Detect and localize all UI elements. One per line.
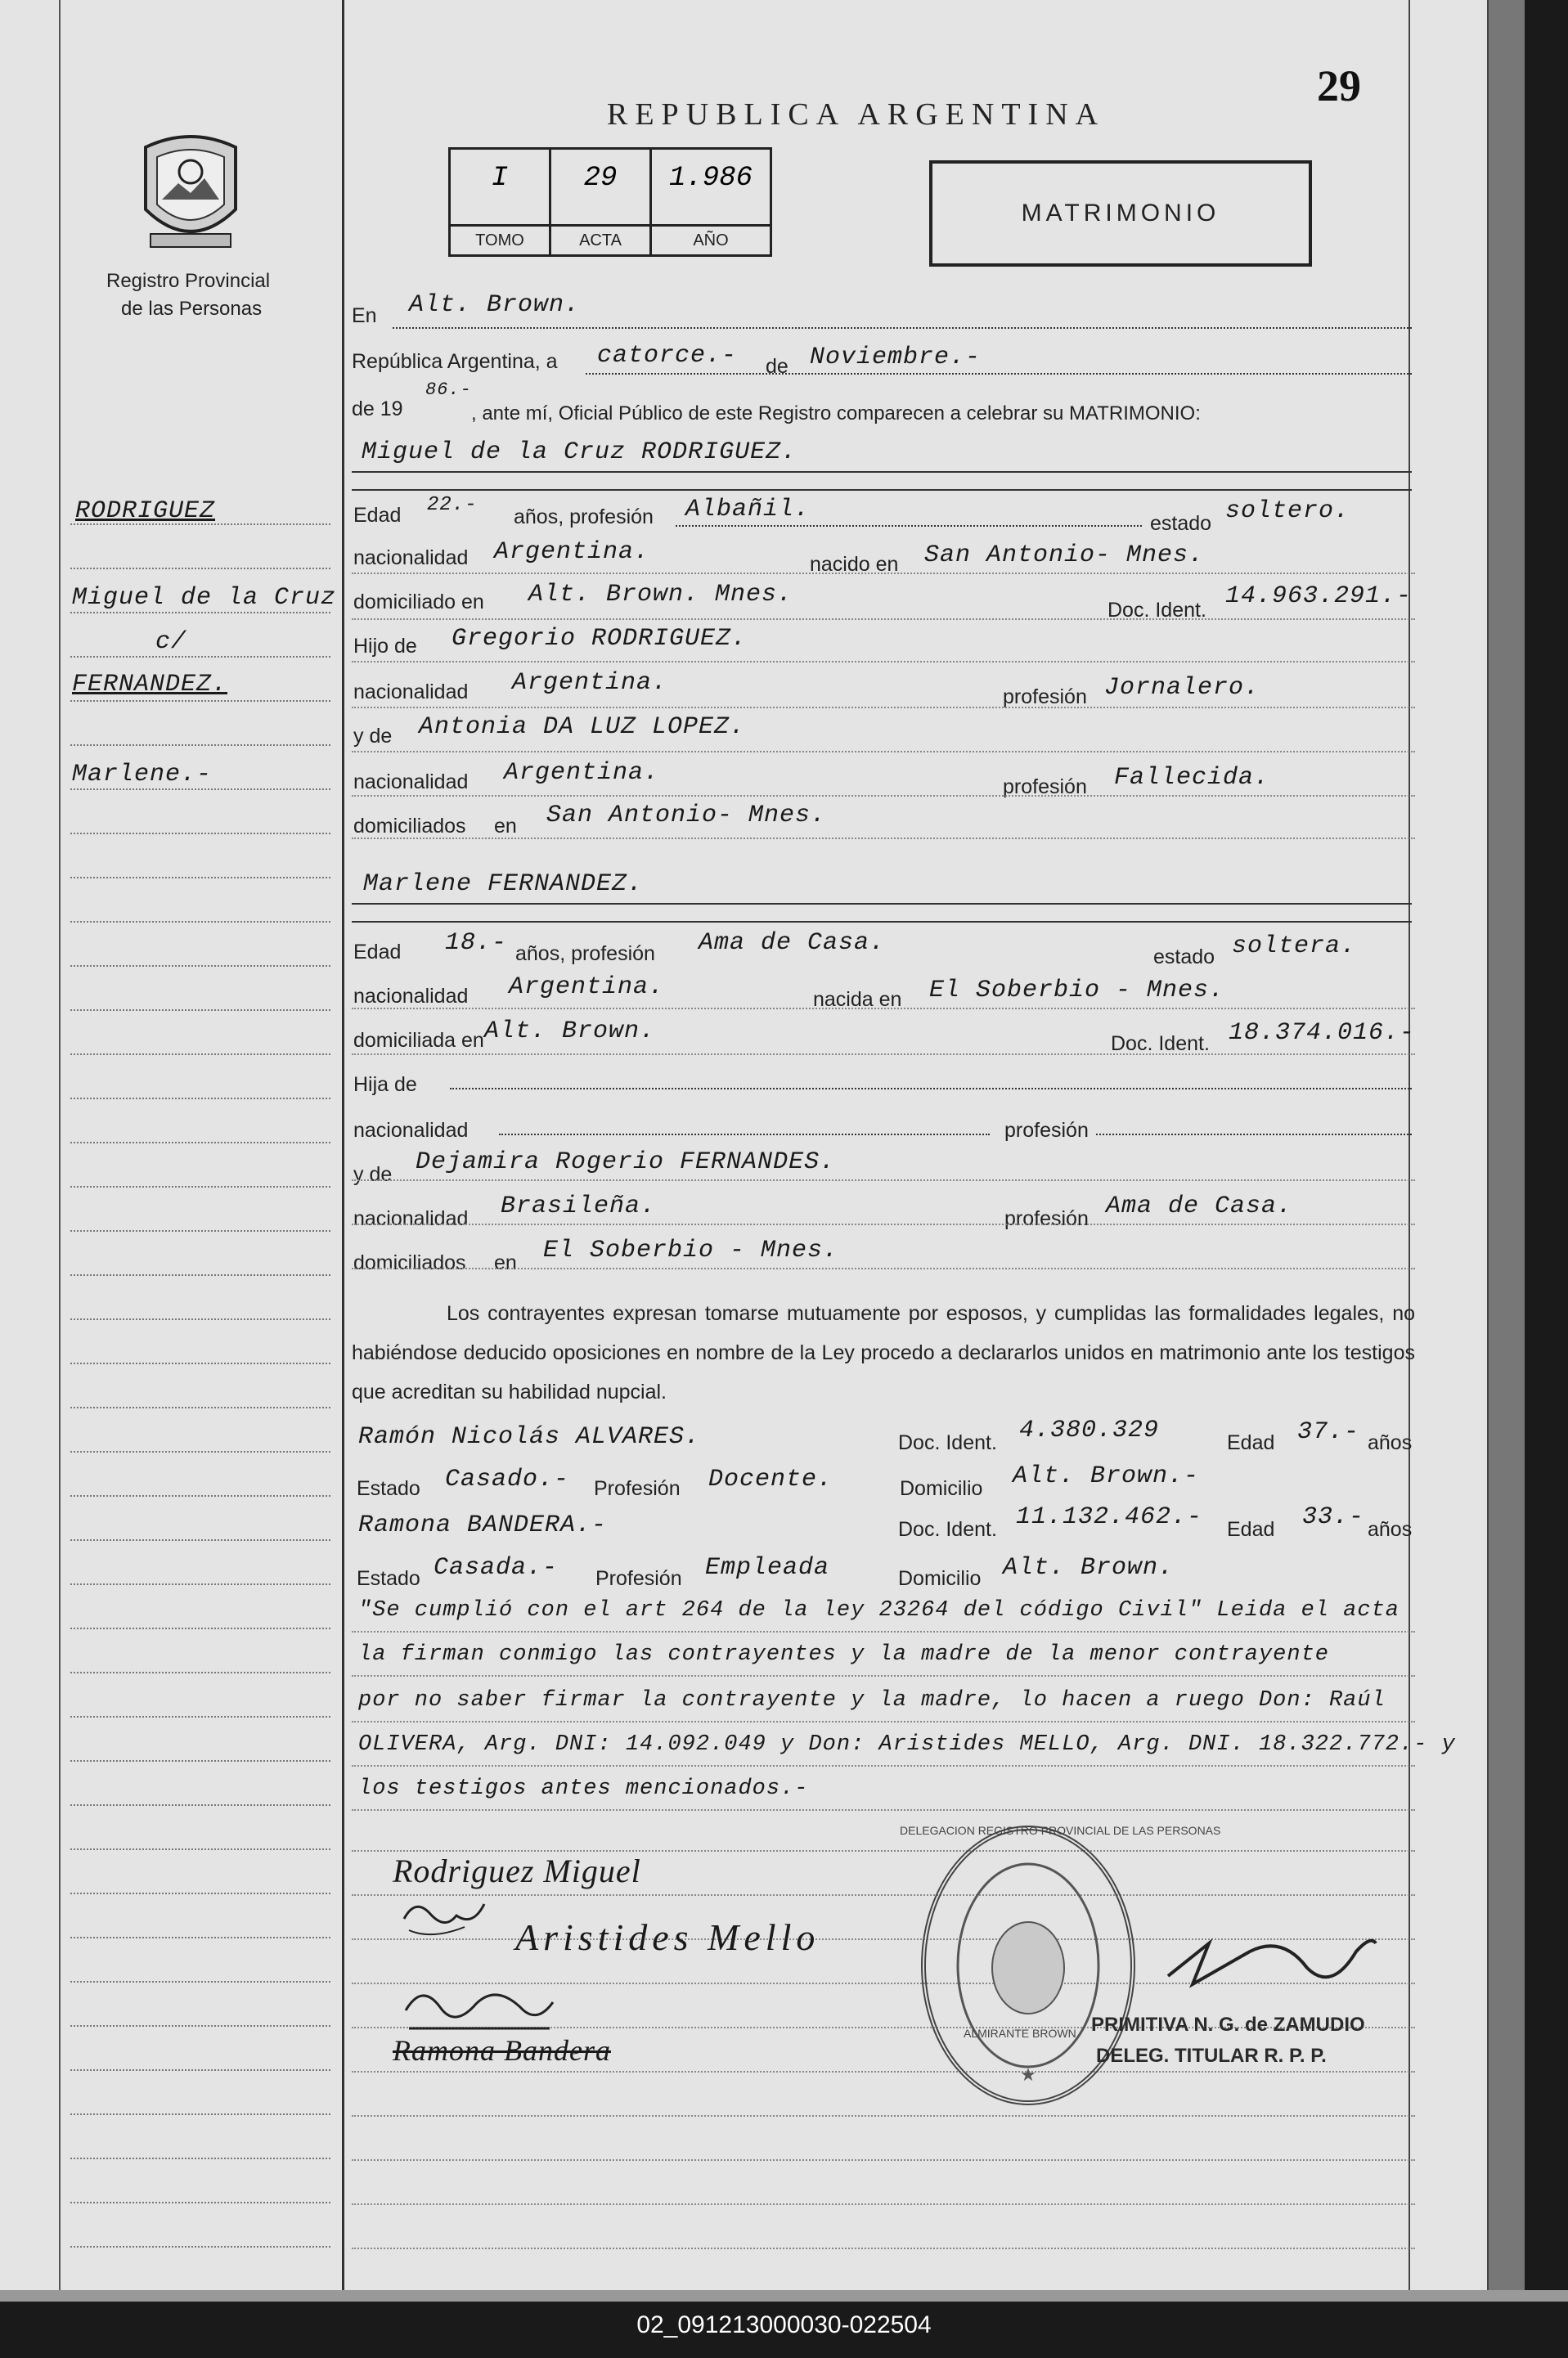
ruled-line — [352, 1721, 1415, 1722]
margin-ruled-line — [70, 700, 330, 702]
registry-name-line1: Registro Provincial — [106, 270, 271, 292]
label-republica: República Argentina, a — [352, 350, 558, 373]
bride-parents-label-en: en — [494, 1251, 517, 1274]
bride-mother-label-y-de: y de — [353, 1163, 393, 1186]
groom-label-domiciliado: domiciliado en — [353, 591, 484, 613]
margin-ruled-line — [70, 1716, 330, 1718]
bride-father-label-profesion: profesión — [1004, 1119, 1089, 1142]
margin-given-name-2: Marlene.- — [72, 761, 213, 788]
witness2-label-domicilio: Domicilio — [898, 1567, 982, 1590]
margin-ruled-line — [70, 2202, 330, 2203]
seal-text: DELEGACION REGISTRO PROVINCIAL DE LAS PERSONAS — [900, 1824, 1221, 1837]
ruled-line — [352, 1053, 1415, 1055]
signature-groom: Rodriguez Miguel — [393, 1853, 641, 1889]
margin-ruled-line — [70, 656, 330, 658]
ruled-line — [352, 1809, 1415, 1811]
bride-profession: Ama de Casa. — [699, 929, 886, 957]
label-de: de — [766, 355, 788, 378]
note-line-5: los testigos antes mencionados.- — [358, 1776, 809, 1801]
witness1-age: 37.- — [1297, 1418, 1360, 1446]
margin-ruled-line — [70, 2069, 330, 2071]
margin-ruled-line — [70, 744, 330, 746]
tomo-cell — [451, 150, 551, 254]
ruled-line — [352, 573, 1415, 574]
bride-full-name: Marlene FERNANDEZ. — [363, 870, 644, 898]
groom-parents-label-en: en — [494, 815, 517, 838]
ruled-line — [352, 2115, 1415, 2117]
groom-profession: Albañil. — [685, 496, 811, 523]
signature-mello: Aristides Mello — [515, 1916, 820, 1958]
signature-bride-scribble-icon — [399, 1894, 489, 1943]
margin-ruled-line — [70, 1363, 330, 1364]
groom-nationality: Argentina. — [494, 538, 650, 566]
ano-value: 1.986 — [668, 163, 753, 194]
margin-ruled-line — [70, 1848, 330, 1850]
bride-mother-label-profesion: profesión — [1004, 1207, 1089, 1230]
margin-ruled-line — [70, 1230, 330, 1232]
margin-connector: c/ — [155, 628, 187, 656]
bride-label-doc: Doc. Ident. — [1111, 1032, 1210, 1055]
folio-number: 29 — [1317, 61, 1361, 110]
tomo-label: TOMO — [451, 224, 549, 254]
ruled-line — [352, 1008, 1415, 1009]
bride-status: soltera. — [1232, 932, 1357, 960]
bride-age: 18.- — [445, 929, 508, 957]
label-de-19: de 19 — [352, 397, 403, 420]
mother-profession: Fallecida. — [1114, 764, 1270, 792]
groom-label-nacido: nacido en — [810, 553, 899, 576]
marriage-month: Noviembre.- — [810, 344, 982, 371]
margin-ruled-line — [70, 1628, 330, 1629]
margin-ruled-line — [70, 1407, 330, 1408]
groom-age: 22.- — [427, 494, 478, 516]
witness1-name: Ramón Nicolás ALVARES. — [358, 1423, 701, 1451]
bride-label-estado: estado — [1153, 945, 1215, 968]
label-en: En — [352, 304, 377, 327]
seal-inner-text: ALMIRANTE BROWN — [964, 2027, 1076, 2040]
acta-label: ACTA — [551, 224, 649, 254]
witness1-label-doc: Doc. Ident. — [898, 1431, 997, 1454]
margin-ruled-line — [70, 1495, 330, 1497]
witness1-label-edad: Edad — [1227, 1431, 1275, 1454]
page-edge — [0, 2290, 1568, 2302]
groom-label-edad: Edad — [353, 504, 402, 527]
margin-ruled-line — [70, 1760, 330, 1762]
official-name: PRIMITIVA N. G. de ZAMUDIO — [1091, 2014, 1365, 2036]
margin-ruled-line — [70, 1318, 330, 1320]
ruled-line — [352, 661, 1415, 662]
father-label-nacionalidad: nacionalidad — [353, 680, 469, 703]
bride-domicile: Alt. Brown. — [484, 1017, 656, 1045]
tomo-value: I — [491, 163, 509, 194]
margin-ruled-line — [70, 833, 330, 834]
ruled-line — [352, 838, 1415, 839]
margin-ruled-line — [70, 1186, 330, 1188]
ruled-line — [352, 1631, 1415, 1633]
ruled-line — [352, 618, 1415, 620]
note-line-2: la firman conmigo las contrayentes y la madre de la menor contrayente — [358, 1642, 1329, 1667]
ano-cell — [652, 150, 770, 254]
bride-parents-domicile: El Soberbio - Mnes. — [543, 1237, 839, 1264]
ruled-line — [352, 1765, 1415, 1767]
margin-ruled-line — [70, 2113, 330, 2115]
margin-ruled-line — [70, 2246, 330, 2248]
bride-father-label-nacionalidad: nacionalidad — [353, 1119, 469, 1142]
margin-ruled-line — [70, 1583, 330, 1585]
father-profession: Jornalero. — [1104, 674, 1260, 702]
groom-label-hijo: Hijo de — [353, 635, 417, 658]
margin-ruled-line — [70, 1672, 330, 1673]
bride-label-profesion: años, profesión — [515, 942, 655, 965]
ruled-line — [352, 1675, 1415, 1677]
margin-ruled-line — [70, 921, 330, 923]
margin-ruled-line — [70, 1539, 330, 1541]
groom-status: soltero. — [1225, 497, 1350, 525]
bride-mother-profession: Ama de Casa. — [1106, 1192, 1293, 1220]
groom-label-doc: Doc. Ident. — [1107, 599, 1206, 622]
margin-rule-left — [59, 0, 61, 2290]
mother-label-profesion: profesión — [1003, 775, 1087, 798]
groom-mother: Antonia DA LUZ LOPEZ. — [419, 713, 746, 741]
marriage-day: catorce.- — [597, 342, 738, 370]
groom-parents-label-domiciliados: domiciliados — [353, 815, 466, 838]
groom-label-estado: estado — [1150, 512, 1212, 535]
groom-parents-domicile: San Antonio- Mnes. — [546, 802, 827, 829]
right-rule — [1409, 0, 1410, 2290]
margin-ruled-line — [70, 612, 330, 613]
bride-label-nacida: nacida en — [813, 988, 902, 1011]
margin-ruled-line — [70, 1009, 330, 1011]
witness1-status: Casado.- — [445, 1466, 570, 1493]
margin-ruled-line — [70, 965, 330, 967]
margin-ruled-line — [70, 1053, 330, 1055]
mother-label-y-de: y de — [353, 725, 393, 748]
witness2-label-edad: Edad — [1227, 1518, 1275, 1541]
ruled-line — [352, 2159, 1415, 2161]
bride-birthplace: El Soberbio - Mnes. — [929, 977, 1225, 1004]
margin-rule — [342, 0, 344, 2290]
father-label-profesion: profesión — [1003, 685, 1087, 708]
ruled-line — [352, 1268, 1415, 1269]
ruled-line — [352, 2203, 1415, 2205]
svg-text:★: ★ — [1020, 2065, 1036, 2086]
bride-mother-nationality: Brasileña. — [501, 1192, 657, 1220]
ano-label: AÑO — [652, 224, 770, 254]
groom-full-name: Miguel de la Cruz RODRIGUEZ. — [362, 438, 797, 466]
ruled-line — [352, 1224, 1415, 1225]
bride-nationality: Argentina. — [509, 973, 665, 1001]
ruled-line — [352, 1179, 1415, 1181]
marriage-place: Alt. Brown. — [409, 291, 581, 319]
file-identifier: 02_091213000030-022504 — [636, 2311, 932, 2338]
note-line-4: OLIVERA, Arg. DNI: 14.092.049 y Don: Aristides MELLO, Arg. DNI. 18.322.772.- y — [358, 1732, 1456, 1757]
witness2-name: Ramona BANDERA.- — [358, 1511, 608, 1539]
witness1-label-domicilio: Domicilio — [900, 1477, 983, 1500]
groom-label-profesion: años, profesión — [514, 505, 654, 528]
country-title: REPUBLICA ARGENTINA — [607, 97, 1106, 132]
bride-label-domiciliada: domiciliada en — [353, 1029, 484, 1052]
witness2-label-estado: Estado — [357, 1567, 420, 1590]
margin-ruled-line — [70, 1142, 330, 1143]
witness1-label-estado: Estado — [357, 1477, 420, 1500]
margin-ruled-line — [70, 1098, 330, 1099]
witness2-domicile: Alt. Brown. — [1003, 1554, 1175, 1582]
ruled-line — [352, 707, 1415, 708]
margin-ruled-line — [70, 877, 330, 878]
ruled-line — [352, 795, 1415, 797]
bride-parents-label-domiciliados: domiciliados — [353, 1251, 466, 1274]
witness2-doc: 11.132.462.- — [1016, 1503, 1203, 1531]
witness2-profession: Empleada — [705, 1554, 830, 1582]
ruled-line — [352, 751, 1415, 752]
ruled-line — [352, 2071, 1415, 2073]
official-signature-scribble-icon — [1160, 1927, 1381, 2001]
ruled-line — [352, 2248, 1415, 2249]
registry-name-line2: de las Personas — [121, 298, 263, 320]
mother-nationality: Argentina. — [504, 759, 660, 787]
acta-cell — [551, 150, 652, 254]
witness2-label-doc: Doc. Ident. — [898, 1518, 997, 1541]
margin-ruled-line — [70, 1893, 330, 1894]
margin-ruled-line — [70, 2025, 330, 2027]
bride-doc: 18.374.016.- — [1229, 1019, 1416, 1047]
witness1-label-anos: años — [1368, 1431, 1413, 1454]
witness2-label-anos: años — [1368, 1518, 1413, 1541]
note-line-3: por no saber firmar la contrayente y la madre, lo hacen a ruego Don: Raúl — [358, 1688, 1386, 1713]
witness2-status: Casada.- — [434, 1554, 559, 1582]
margin-ruled-line — [70, 788, 330, 790]
mother-label-nacionalidad: nacionalidad — [353, 770, 469, 793]
acta-value: 29 — [583, 163, 618, 194]
father-nationality: Argentina. — [512, 669, 668, 697]
margin-surname-1: RODRIGUEZ — [75, 497, 216, 525]
margin-ruled-line — [70, 568, 330, 569]
margin-ruled-line — [70, 1451, 330, 1453]
groom-label-nacionalidad: nacionalidad — [353, 546, 469, 569]
bride-label-edad: Edad — [353, 941, 402, 963]
witness1-domicile: Alt. Brown.- — [1013, 1462, 1200, 1490]
signature-bandera: Ramona Bandera — [393, 2034, 611, 2067]
margin-ruled-line — [70, 1804, 330, 1806]
margin-ruled-line — [70, 2158, 330, 2159]
record-type-box: MATRIMONIO — [929, 160, 1312, 267]
note-line-1: "Se cumplió con el art 264 de la ley 23264 del código Civil" Leida el acta — [358, 1598, 1400, 1623]
margin-ruled-line — [70, 1274, 330, 1276]
margin-ruled-line — [70, 1937, 330, 1938]
groom-father: Gregorio RODRIGUEZ. — [452, 625, 748, 653]
margin-given-name-1: Miguel de la Cruz — [72, 584, 337, 612]
marriage-year: 86.- — [425, 380, 472, 400]
groom-doc: 14.963.291.- — [1225, 582, 1413, 610]
witness2-age: 33.- — [1302, 1503, 1365, 1531]
record-number-box — [448, 147, 772, 257]
ruled-line — [352, 1894, 1415, 1896]
witness1-label-profesion: Profesión — [594, 1477, 681, 1500]
witness1-doc: 4.380.329 — [1019, 1417, 1160, 1444]
bride-label-hija: Hija de — [353, 1073, 417, 1096]
margin-ruled-line — [70, 1981, 330, 1983]
official-title: DELEG. TITULAR R. P. P. — [1096, 2045, 1327, 2067]
label-ante-mi: , ante mí, Oficial Público de este Registro comparecen a celebrar su MATRIMONIO: — [471, 402, 1201, 424]
bride-mother-label-nacionalidad: nacionalidad — [353, 1207, 469, 1230]
margin-surname-2: FERNANDEZ. — [72, 671, 228, 698]
witness1-profession: Docente. — [708, 1466, 833, 1493]
declaration-text: Los contrayentes expresan tomarse mutuamente por esposos, y cumplidas las formalidades legales, no habiéndose deducido oposiciones en nombre de la Ley procedo a declararlos unidos en matrimonio ante los testigos que acreditan su habilidad nupcial. — [352, 1302, 1415, 1404]
groom-domicile: Alt. Brown. Mnes. — [528, 581, 793, 609]
witness2-label-profesion: Profesión — [595, 1567, 682, 1590]
provincial-crest-icon — [137, 131, 244, 254]
bride-mother: Dejamira Rogerio FERNANDES. — [416, 1148, 836, 1176]
groom-birthplace: San Antonio- Mnes. — [924, 541, 1205, 569]
bride-label-nacionalidad: nacionalidad — [353, 985, 469, 1008]
book-binding — [1487, 0, 1525, 2290]
